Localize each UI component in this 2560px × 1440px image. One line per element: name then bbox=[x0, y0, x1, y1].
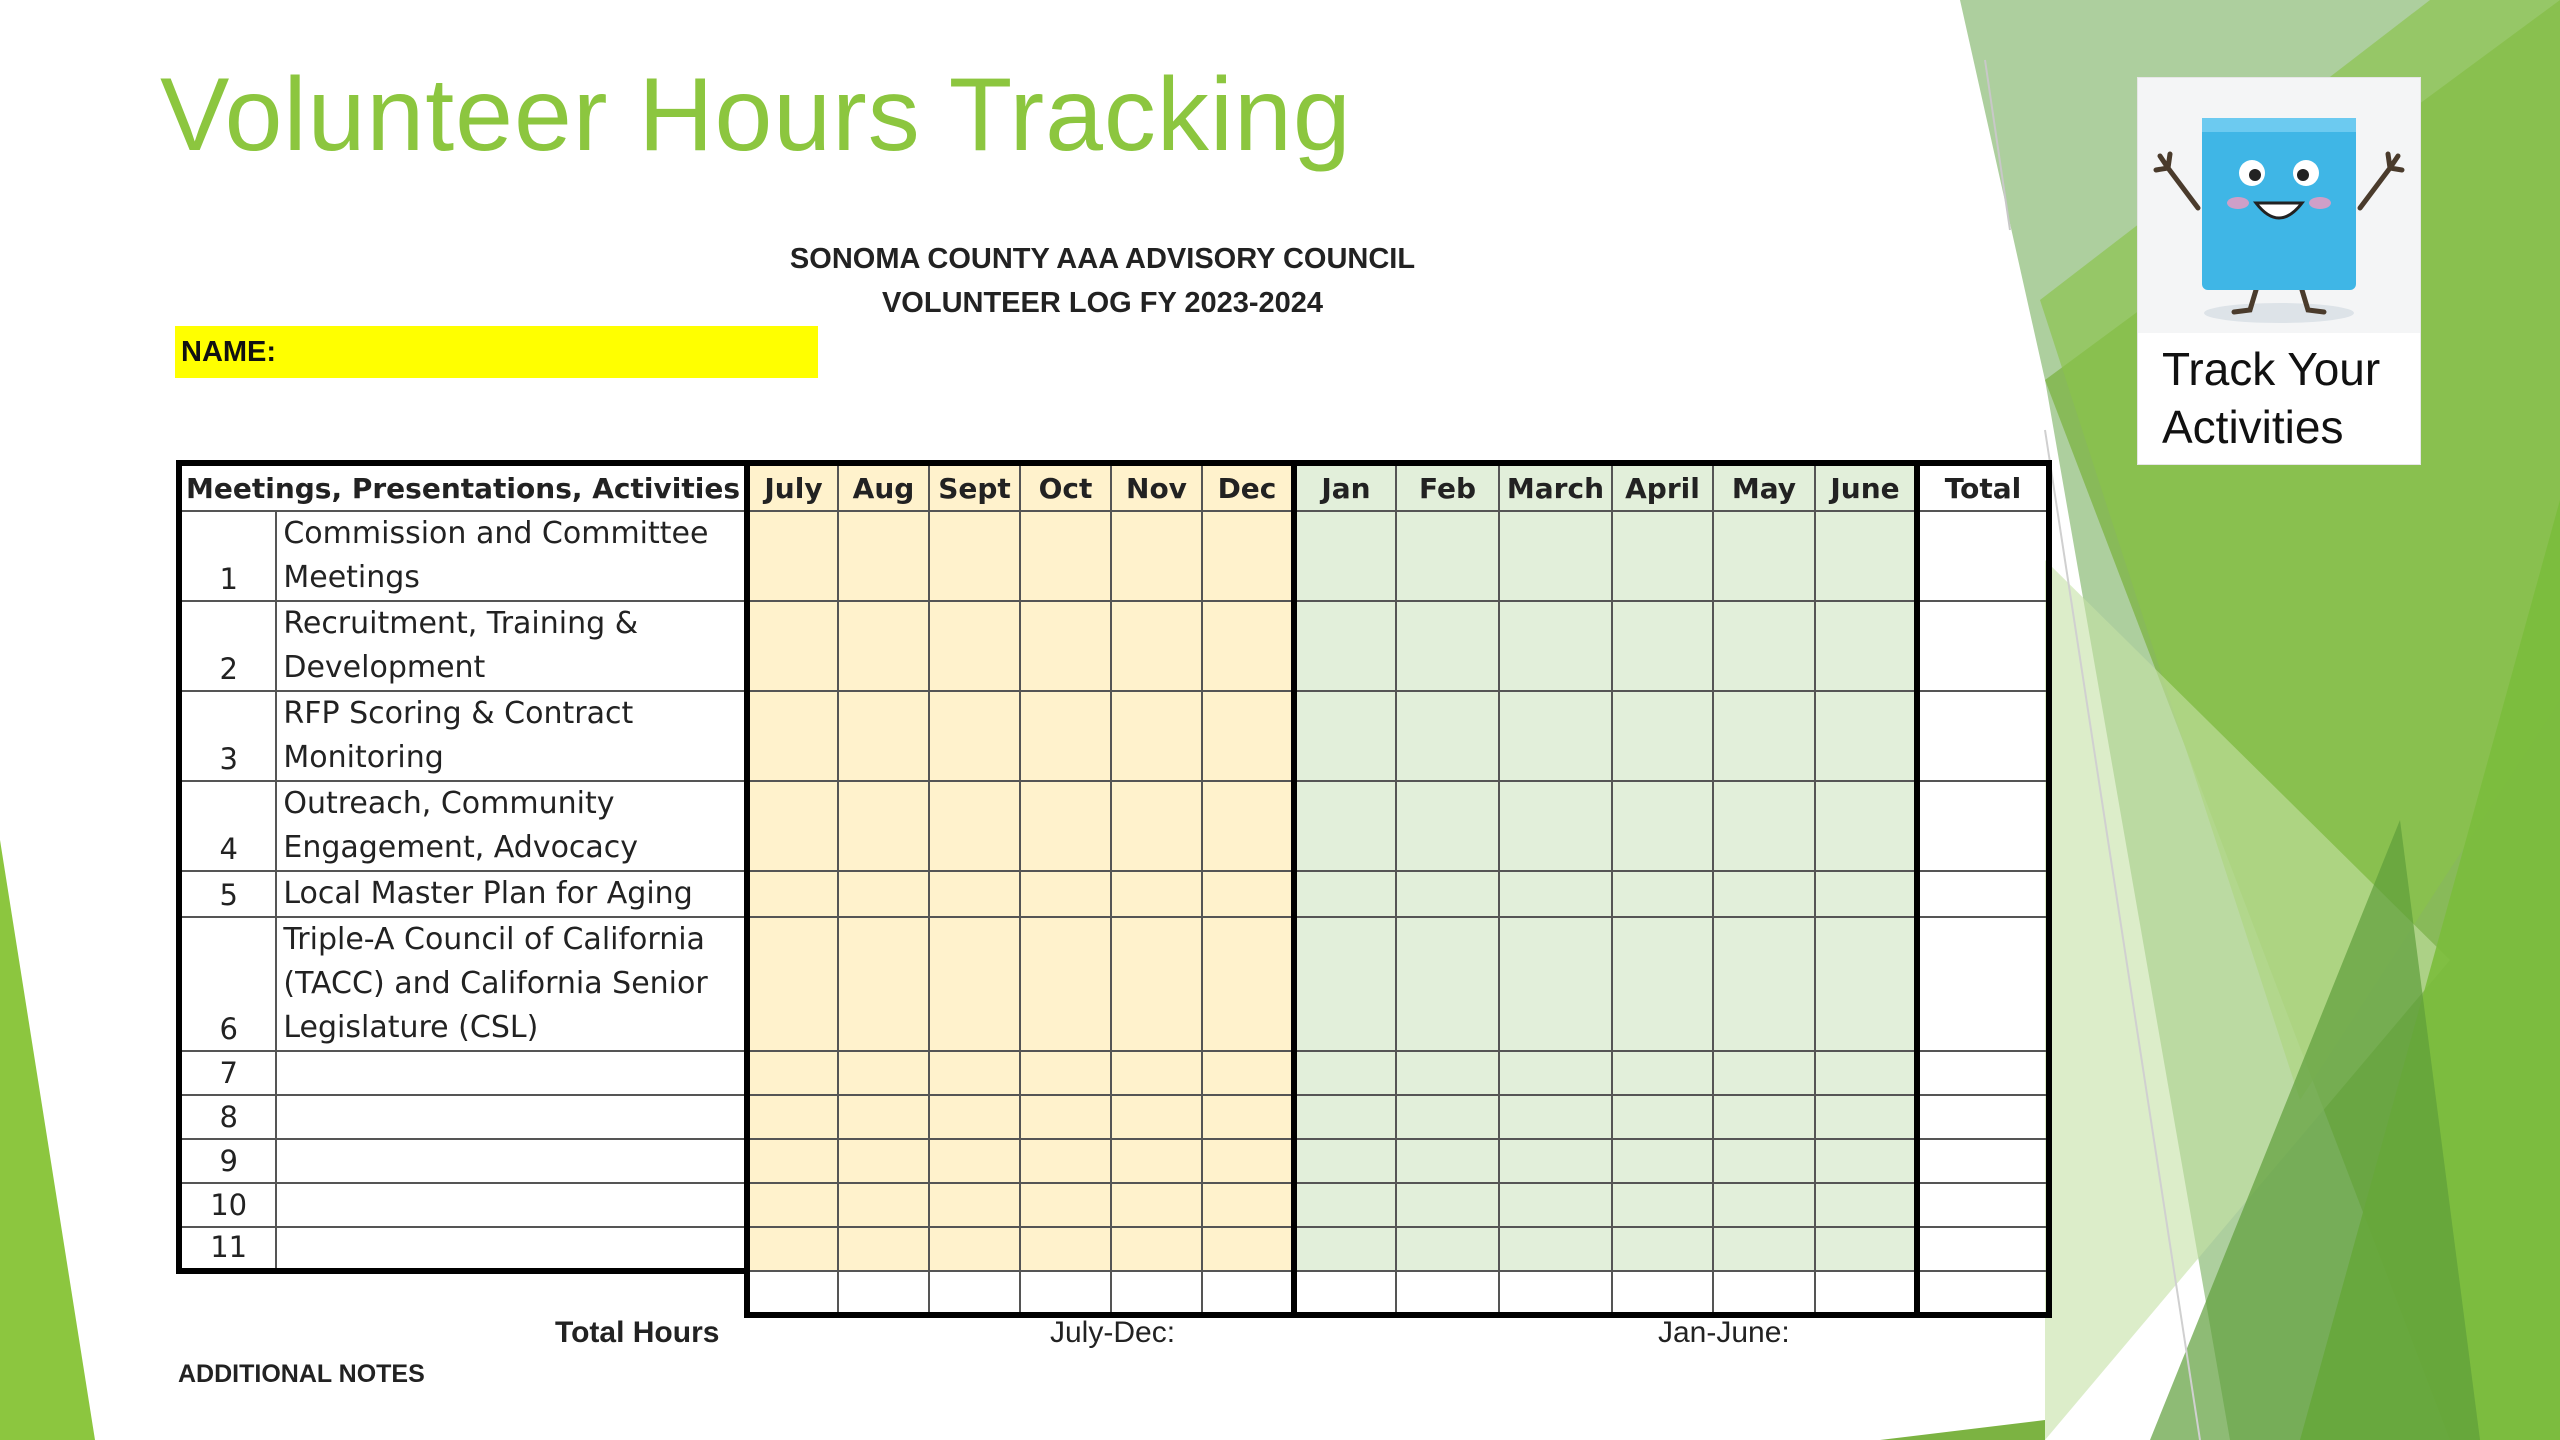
hours-cell[interactable] bbox=[1111, 691, 1202, 781]
hours-cell[interactable] bbox=[929, 871, 1020, 917]
hours-cell[interactable] bbox=[1294, 1051, 1396, 1095]
hours-cell[interactable] bbox=[838, 1139, 929, 1183]
hours-cell[interactable] bbox=[1713, 781, 1815, 871]
hours-cell[interactable] bbox=[1020, 917, 1111, 1051]
hours-cell[interactable] bbox=[1202, 511, 1294, 601]
hours-cell[interactable] bbox=[1713, 1095, 1815, 1139]
hours-cell[interactable] bbox=[747, 917, 838, 1051]
hours-cell[interactable] bbox=[1612, 1139, 1713, 1183]
hours-cell[interactable] bbox=[1815, 917, 1917, 1051]
row-total-cell[interactable] bbox=[1917, 871, 2049, 917]
activity-cell[interactable] bbox=[276, 1139, 747, 1183]
hours-cell[interactable] bbox=[838, 1095, 929, 1139]
hours-cell[interactable] bbox=[1294, 1139, 1396, 1183]
table-row bbox=[179, 1227, 2049, 1271]
row-number: 4 bbox=[179, 781, 276, 871]
activity-cell[interactable]: RFP Scoring & Contract Monitoring bbox=[276, 691, 747, 781]
hours-cell[interactable] bbox=[838, 601, 929, 691]
hours-cell[interactable] bbox=[1713, 871, 1815, 917]
activity-cell[interactable] bbox=[276, 1183, 747, 1227]
row-total-cell[interactable] bbox=[1917, 1139, 2049, 1183]
month-header: July bbox=[747, 463, 838, 511]
month-total-cell[interactable] bbox=[1815, 1271, 1917, 1315]
row-total-cell[interactable] bbox=[1917, 917, 2049, 1051]
hours-cell[interactable] bbox=[929, 1183, 1020, 1227]
hours-cell[interactable] bbox=[1815, 691, 1917, 781]
month-total-cell[interactable] bbox=[1020, 1271, 1111, 1315]
hours-cell[interactable] bbox=[1815, 871, 1917, 917]
hours-cell[interactable] bbox=[1499, 1095, 1612, 1139]
hours-cell[interactable] bbox=[1020, 601, 1111, 691]
hours-cell[interactable] bbox=[1202, 691, 1294, 781]
hours-cell[interactable] bbox=[1499, 1051, 1612, 1095]
hours-cell[interactable] bbox=[838, 1227, 929, 1271]
hours-cell[interactable] bbox=[1815, 511, 1917, 601]
hours-cell[interactable] bbox=[1713, 691, 1815, 781]
month-header: Dec bbox=[1202, 463, 1294, 511]
row-total-cell[interactable] bbox=[1917, 1227, 2049, 1271]
hours-cell[interactable] bbox=[1111, 1139, 1202, 1183]
month-header: April bbox=[1612, 463, 1713, 511]
hours-cell[interactable] bbox=[747, 601, 838, 691]
table-row bbox=[179, 691, 2049, 781]
hours-cell[interactable] bbox=[1202, 871, 1294, 917]
track-activities-card bbox=[2138, 78, 2420, 464]
log-header-row bbox=[179, 463, 2049, 511]
hours-cell[interactable] bbox=[1020, 1227, 1111, 1271]
hours-cell[interactable] bbox=[747, 1095, 838, 1139]
hours-cell[interactable] bbox=[838, 781, 929, 871]
hours-cell[interactable] bbox=[1815, 1183, 1917, 1227]
hours-cell[interactable] bbox=[1713, 1139, 1815, 1183]
hours-cell[interactable] bbox=[1612, 511, 1713, 601]
hours-cell[interactable] bbox=[1499, 601, 1612, 691]
table-row bbox=[179, 871, 2049, 917]
hours-cell[interactable] bbox=[1020, 511, 1111, 601]
activity-cell[interactable]: Outreach, Community Engagement, Advocacy bbox=[276, 781, 747, 871]
hours-cell[interactable] bbox=[1111, 1095, 1202, 1139]
row-number: 1 bbox=[179, 511, 276, 601]
total-header: Total bbox=[1917, 463, 2049, 511]
month-header: May bbox=[1713, 463, 1815, 511]
hours-cell[interactable] bbox=[1111, 871, 1202, 917]
hours-cell[interactable] bbox=[1294, 1183, 1396, 1227]
row-number: 11 bbox=[179, 1227, 276, 1271]
hours-cell[interactable] bbox=[1815, 1051, 1917, 1095]
card-caption-line: Activities bbox=[2162, 401, 2344, 453]
jan-june-total-label: Jan-June: bbox=[1658, 1316, 1790, 1349]
row-total-cell[interactable] bbox=[1917, 1095, 2049, 1139]
month-total-cell[interactable] bbox=[1612, 1271, 1713, 1315]
month-total-cell[interactable] bbox=[747, 1271, 838, 1315]
grand-total-cell[interactable] bbox=[1917, 1271, 2049, 1315]
month-total-cell[interactable] bbox=[1202, 1271, 1294, 1315]
month-total-cell[interactable] bbox=[929, 1271, 1020, 1315]
smiling-notebook-character-icon bbox=[2138, 78, 2420, 333]
hours-cell[interactable] bbox=[1612, 1095, 1713, 1139]
row-total-cell[interactable] bbox=[1917, 1183, 2049, 1227]
row-number: 8 bbox=[179, 1095, 276, 1139]
table-row bbox=[179, 511, 2049, 601]
hours-cell[interactable] bbox=[1612, 1227, 1713, 1271]
hours-cell[interactable] bbox=[929, 691, 1020, 781]
hours-cell[interactable] bbox=[1396, 1227, 1499, 1271]
hours-cell[interactable] bbox=[1294, 511, 1396, 601]
hours-cell[interactable] bbox=[1111, 1051, 1202, 1095]
row-number: 3 bbox=[179, 691, 276, 781]
hours-cell[interactable] bbox=[1499, 1227, 1612, 1271]
hours-cell[interactable] bbox=[929, 1139, 1020, 1183]
hours-cell[interactable] bbox=[1294, 1227, 1396, 1271]
activity-cell[interactable]: Recruitment, Training & Development bbox=[276, 601, 747, 691]
volunteer-log-table bbox=[176, 460, 2052, 1318]
hours-cell[interactable] bbox=[1612, 871, 1713, 917]
card-caption bbox=[2162, 340, 2412, 456]
row-total-cell[interactable] bbox=[1917, 691, 2049, 781]
activity-cell[interactable] bbox=[276, 1051, 747, 1095]
hours-cell[interactable] bbox=[1499, 511, 1612, 601]
hours-cell[interactable] bbox=[929, 1227, 1020, 1271]
activity-header: Meetings, Presentations, Activities bbox=[179, 463, 747, 511]
hours-cell[interactable] bbox=[929, 1051, 1020, 1095]
activity-cell[interactable]: Local Master Plan for Aging bbox=[276, 871, 747, 917]
hours-cell[interactable] bbox=[747, 511, 838, 601]
month-header: Feb bbox=[1396, 463, 1499, 511]
activity-cell[interactable] bbox=[276, 1227, 747, 1271]
hours-cell[interactable] bbox=[1396, 1139, 1499, 1183]
hours-cell[interactable] bbox=[1713, 917, 1815, 1051]
hours-cell[interactable] bbox=[1499, 1183, 1612, 1227]
hours-cell[interactable] bbox=[1396, 601, 1499, 691]
hours-cell[interactable] bbox=[929, 1095, 1020, 1139]
hours-cell[interactable] bbox=[1111, 917, 1202, 1051]
hours-cell[interactable] bbox=[1612, 917, 1713, 1051]
hours-cell[interactable] bbox=[1499, 917, 1612, 1051]
month-header: June bbox=[1815, 463, 1917, 511]
hours-cell[interactable] bbox=[1111, 1183, 1202, 1227]
hours-cell[interactable] bbox=[747, 691, 838, 781]
totals-row bbox=[179, 1271, 2049, 1315]
hours-cell[interactable] bbox=[1294, 917, 1396, 1051]
hours-cell[interactable] bbox=[1294, 1095, 1396, 1139]
row-total-cell[interactable] bbox=[1917, 781, 2049, 871]
month-header: Sept bbox=[929, 463, 1020, 511]
hours-cell[interactable] bbox=[929, 601, 1020, 691]
hours-cell[interactable] bbox=[1815, 781, 1917, 871]
hours-cell[interactable] bbox=[1020, 1139, 1111, 1183]
hours-cell[interactable] bbox=[1294, 871, 1396, 917]
log-body bbox=[179, 511, 2049, 1315]
hours-cell[interactable] bbox=[1713, 1183, 1815, 1227]
hours-cell[interactable] bbox=[747, 1227, 838, 1271]
hours-cell[interactable] bbox=[1020, 1183, 1111, 1227]
hours-cell[interactable] bbox=[1020, 871, 1111, 917]
hours-cell[interactable] bbox=[1612, 1051, 1713, 1095]
hours-cell[interactable] bbox=[1202, 601, 1294, 691]
hours-cell[interactable] bbox=[1020, 1051, 1111, 1095]
month-header: Nov bbox=[1111, 463, 1202, 511]
activity-cell[interactable]: Triple-A Council of California (TACC) and California Senior Legislature (CSL) bbox=[276, 917, 747, 1051]
hours-cell[interactable] bbox=[747, 1051, 838, 1095]
month-total-cell[interactable] bbox=[1499, 1271, 1612, 1315]
hours-cell[interactable] bbox=[1612, 601, 1713, 691]
hours-cell[interactable] bbox=[1499, 781, 1612, 871]
hours-cell[interactable] bbox=[838, 917, 929, 1051]
hours-cell[interactable] bbox=[1396, 1095, 1499, 1139]
hours-cell[interactable] bbox=[1294, 781, 1396, 871]
hours-cell[interactable] bbox=[1202, 1139, 1294, 1183]
hours-cell[interactable] bbox=[1499, 691, 1612, 781]
hours-cell[interactable] bbox=[1815, 1139, 1917, 1183]
hours-cell[interactable] bbox=[1294, 691, 1396, 781]
hours-cell[interactable] bbox=[1713, 1227, 1815, 1271]
hours-cell[interactable] bbox=[747, 1139, 838, 1183]
month-header: Oct bbox=[1020, 463, 1111, 511]
hours-cell[interactable] bbox=[1294, 601, 1396, 691]
hours-cell[interactable] bbox=[1202, 1051, 1294, 1095]
hours-cell[interactable] bbox=[1612, 781, 1713, 871]
hours-cell[interactable] bbox=[1202, 1095, 1294, 1139]
month-total-cell[interactable] bbox=[1713, 1271, 1815, 1315]
total-hours-label: Total Hours bbox=[555, 1316, 720, 1349]
hours-cell[interactable] bbox=[1020, 1095, 1111, 1139]
hours-cell[interactable] bbox=[929, 511, 1020, 601]
hours-cell[interactable] bbox=[1111, 781, 1202, 871]
month-total-cell[interactable] bbox=[1396, 1271, 1499, 1315]
totals-spacer bbox=[179, 1271, 747, 1315]
table-row bbox=[179, 1095, 2049, 1139]
hours-cell[interactable] bbox=[1396, 691, 1499, 781]
row-number: 5 bbox=[179, 871, 276, 917]
month-total-cell[interactable] bbox=[1111, 1271, 1202, 1315]
hours-cell[interactable] bbox=[1202, 1227, 1294, 1271]
july-dec-total-label: July-Dec: bbox=[1050, 1316, 1176, 1349]
hours-cell[interactable] bbox=[1713, 601, 1815, 691]
hours-cell[interactable] bbox=[838, 1051, 929, 1095]
hours-cell[interactable] bbox=[1396, 511, 1499, 601]
hours-cell[interactable] bbox=[1020, 781, 1111, 871]
month-total-cell[interactable] bbox=[1294, 1271, 1396, 1315]
hours-cell[interactable] bbox=[1713, 511, 1815, 601]
hours-cell[interactable] bbox=[1396, 781, 1499, 871]
row-number: 10 bbox=[179, 1183, 276, 1227]
hours-cell[interactable] bbox=[1815, 1095, 1917, 1139]
hours-cell[interactable] bbox=[1202, 1183, 1294, 1227]
table-row bbox=[179, 1139, 2049, 1183]
row-number: 2 bbox=[179, 601, 276, 691]
hours-cell[interactable] bbox=[838, 691, 929, 781]
row-number: 7 bbox=[179, 1051, 276, 1095]
hours-cell[interactable] bbox=[747, 871, 838, 917]
hours-cell[interactable] bbox=[1713, 1051, 1815, 1095]
hours-cell[interactable] bbox=[1202, 781, 1294, 871]
log-subtitle-org: SONOMA COUNTY AAA ADVISORY COUNCIL bbox=[789, 243, 1416, 275]
hours-cell[interactable] bbox=[747, 1183, 838, 1227]
month-total-cell[interactable] bbox=[838, 1271, 929, 1315]
hours-cell[interactable] bbox=[838, 511, 929, 601]
table-row bbox=[179, 601, 2049, 691]
row-number: 9 bbox=[179, 1139, 276, 1183]
hours-cell[interactable] bbox=[1815, 1227, 1917, 1271]
row-total-cell[interactable] bbox=[1917, 1051, 2049, 1095]
table-row bbox=[179, 781, 2049, 871]
hours-cell[interactable] bbox=[1612, 691, 1713, 781]
hours-cell[interactable] bbox=[929, 781, 1020, 871]
hours-cell[interactable] bbox=[929, 917, 1020, 1051]
month-header: March bbox=[1499, 463, 1612, 511]
table-row bbox=[179, 917, 2049, 1051]
hours-cell[interactable] bbox=[747, 781, 838, 871]
activity-cell[interactable] bbox=[276, 1095, 747, 1139]
row-total-cell[interactable] bbox=[1917, 511, 2049, 601]
hours-cell[interactable] bbox=[838, 1183, 929, 1227]
card-illustration bbox=[2138, 78, 2420, 333]
hours-cell[interactable] bbox=[1111, 601, 1202, 691]
hours-cell[interactable] bbox=[1499, 871, 1612, 917]
page-title: Volunteer Hours Tracking bbox=[160, 57, 1352, 173]
table-row bbox=[179, 1051, 2049, 1095]
hours-cell[interactable] bbox=[1499, 1139, 1612, 1183]
row-total-cell[interactable] bbox=[1917, 601, 2049, 691]
row-number: 6 bbox=[179, 917, 276, 1051]
hours-cell[interactable] bbox=[1815, 601, 1917, 691]
hours-cell[interactable] bbox=[1396, 1183, 1499, 1227]
hours-cell[interactable] bbox=[1202, 917, 1294, 1051]
log-subtitle-fy: VOLUNTEER LOG FY 2023-2024 bbox=[881, 287, 1324, 319]
hours-cell[interactable] bbox=[1020, 691, 1111, 781]
month-header: Aug bbox=[838, 463, 929, 511]
hours-cell[interactable] bbox=[1612, 1183, 1713, 1227]
additional-notes-label: ADDITIONAL NOTES bbox=[178, 1360, 425, 1388]
month-header: Jan bbox=[1294, 463, 1396, 511]
hours-cell[interactable] bbox=[1396, 917, 1499, 1051]
hours-cell[interactable] bbox=[1396, 1051, 1499, 1095]
card-caption-line: Track Your bbox=[2162, 343, 2381, 395]
hours-cell[interactable] bbox=[1396, 871, 1499, 917]
hours-cell[interactable] bbox=[838, 871, 929, 917]
name-field[interactable]: NAME: bbox=[175, 326, 818, 378]
hours-cell[interactable] bbox=[1111, 1227, 1202, 1271]
activity-cell[interactable]: Commission and Committee Meetings bbox=[276, 511, 747, 601]
table-row bbox=[179, 1183, 2049, 1227]
hours-cell[interactable] bbox=[1111, 511, 1202, 601]
